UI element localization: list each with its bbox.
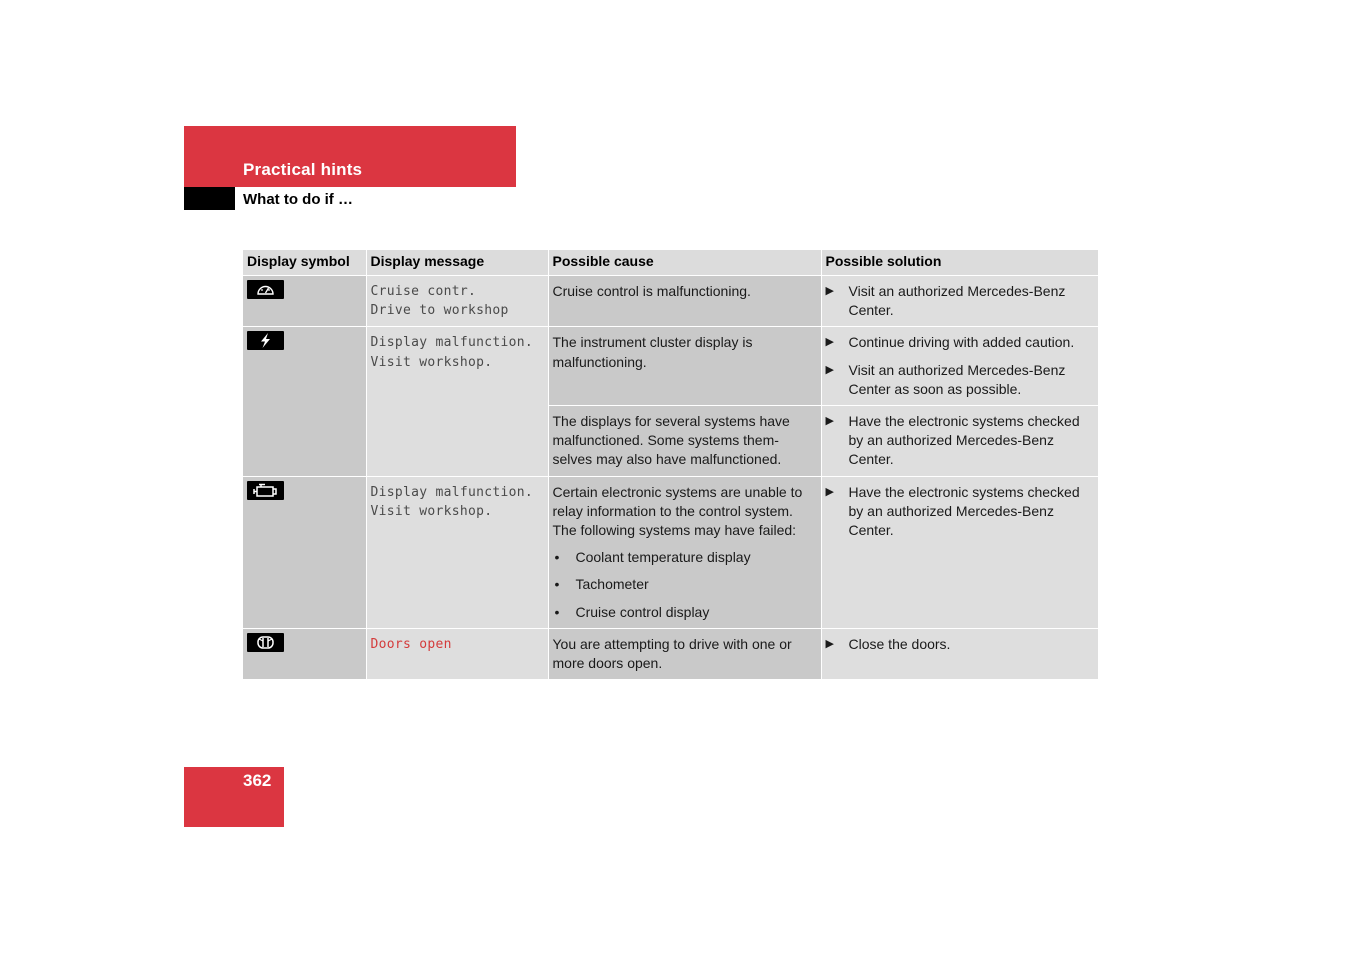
column-header-possible-cause: Possible cause: [548, 250, 821, 276]
column-header-display-symbol: Display symbol: [243, 250, 366, 276]
display-message-cell: [366, 628, 548, 679]
display-message-cell: [366, 327, 548, 476]
symbol-cell: [243, 327, 366, 476]
symbol-cell: [243, 476, 366, 628]
cruise-control-icon: [247, 280, 284, 299]
list-item: [553, 548, 817, 567]
solution-item: [826, 361, 1094, 399]
display-messages-table: [243, 250, 1099, 680]
possible-solution-cell: [821, 276, 1098, 327]
bullet-icon: •: [554, 576, 560, 593]
affected-systems-list: [553, 548, 817, 622]
solution-text: Have the electronic systems checked by an authorized Mercedes-Benz Center.: [848, 413, 1080, 468]
display-message-cell: [366, 476, 548, 628]
table-header-row: [243, 250, 1098, 276]
possible-cause: The instrument cluster display is malfunctioning.: [552, 334, 753, 370]
possible-cause: Cruise control is malfunctioning.: [552, 283, 751, 299]
display-message: Cruise contr. Drive to workshop: [370, 284, 509, 319]
column-header-possible-solution: Possible solution: [821, 250, 1098, 276]
section-title: Practical hints: [243, 160, 363, 179]
display-message: Display malfunction. Visit workshop.: [370, 335, 534, 370]
list-item-text: Tachometer: [575, 576, 649, 593]
solution-arrow-icon: ▶: [825, 336, 834, 349]
table-row: [243, 276, 1098, 327]
solution-arrow-icon: ▶: [825, 415, 834, 428]
possible-cause-cell: [548, 276, 821, 327]
possible-cause: The displays for several systems have malfunctioned. Some systems them-selves may also have malfunctioned.: [552, 413, 790, 468]
possible-solution-cell: [821, 476, 1098, 628]
table-row: [243, 628, 1098, 679]
page-number: 362: [243, 771, 272, 790]
list-item: [553, 603, 817, 622]
solution-item: [826, 333, 1094, 352]
solution-text: Have the electronic systems checked by an authorized Mercedes-Benz Center.: [848, 483, 1080, 539]
door-open-icon: [247, 633, 284, 652]
table-row: [243, 476, 1098, 628]
solution-text: Continue driving with added caution.: [848, 334, 1075, 351]
possible-cause-cell: [548, 476, 821, 628]
symbol-cell: [243, 276, 366, 327]
column-header-display-message: Display message: [366, 250, 548, 276]
list-item-text: Cruise control display: [575, 603, 710, 620]
solution-arrow-icon: ▶: [825, 637, 834, 650]
possible-cause: Certain electronic systems are unable to relay information to the control system. The following systems may have failed:: [552, 483, 803, 539]
bullet-icon: •: [554, 603, 560, 620]
display-message: Doors open: [370, 636, 452, 652]
bullet-icon: •: [554, 549, 560, 566]
possible-cause-cell: [548, 327, 821, 406]
solution-arrow-icon: ▶: [825, 363, 834, 376]
possible-solution-cell: [821, 327, 1098, 406]
lightning-icon: [247, 331, 284, 350]
possible-cause: You are attempting to drive with one or more doors open.: [552, 635, 792, 672]
solution-arrow-icon: ▶: [825, 285, 834, 297]
engine-icon: [247, 481, 284, 500]
symbol-cell: [243, 628, 366, 679]
solution-arrow-icon: ▶: [825, 485, 834, 498]
solution-item: [826, 412, 1094, 470]
solution-item: [826, 282, 1094, 320]
possible-solution-cell: [821, 628, 1098, 679]
display-message: Display malfunction. Visit workshop.: [370, 484, 534, 519]
table-row: [243, 327, 1098, 406]
solution-text: Visit an authorized Mercedes-Benz Center.: [848, 283, 1066, 319]
possible-solution-cell: [821, 406, 1098, 477]
display-message-cell: [366, 276, 548, 327]
possible-cause-cell: [548, 628, 821, 679]
solution-text: Close the doors.: [848, 635, 951, 652]
possible-cause-cell: [548, 406, 821, 477]
list-item: [553, 575, 817, 594]
solution-item: [826, 635, 1094, 654]
list-item-text: Coolant temperature display: [575, 549, 751, 566]
section-tab-marker: [184, 187, 235, 210]
subsection-title: What to do if …: [243, 191, 353, 208]
solution-text: Visit an authorized Mercedes-Benz Center as soon as possible.: [848, 361, 1066, 397]
solution-item: [826, 483, 1094, 541]
